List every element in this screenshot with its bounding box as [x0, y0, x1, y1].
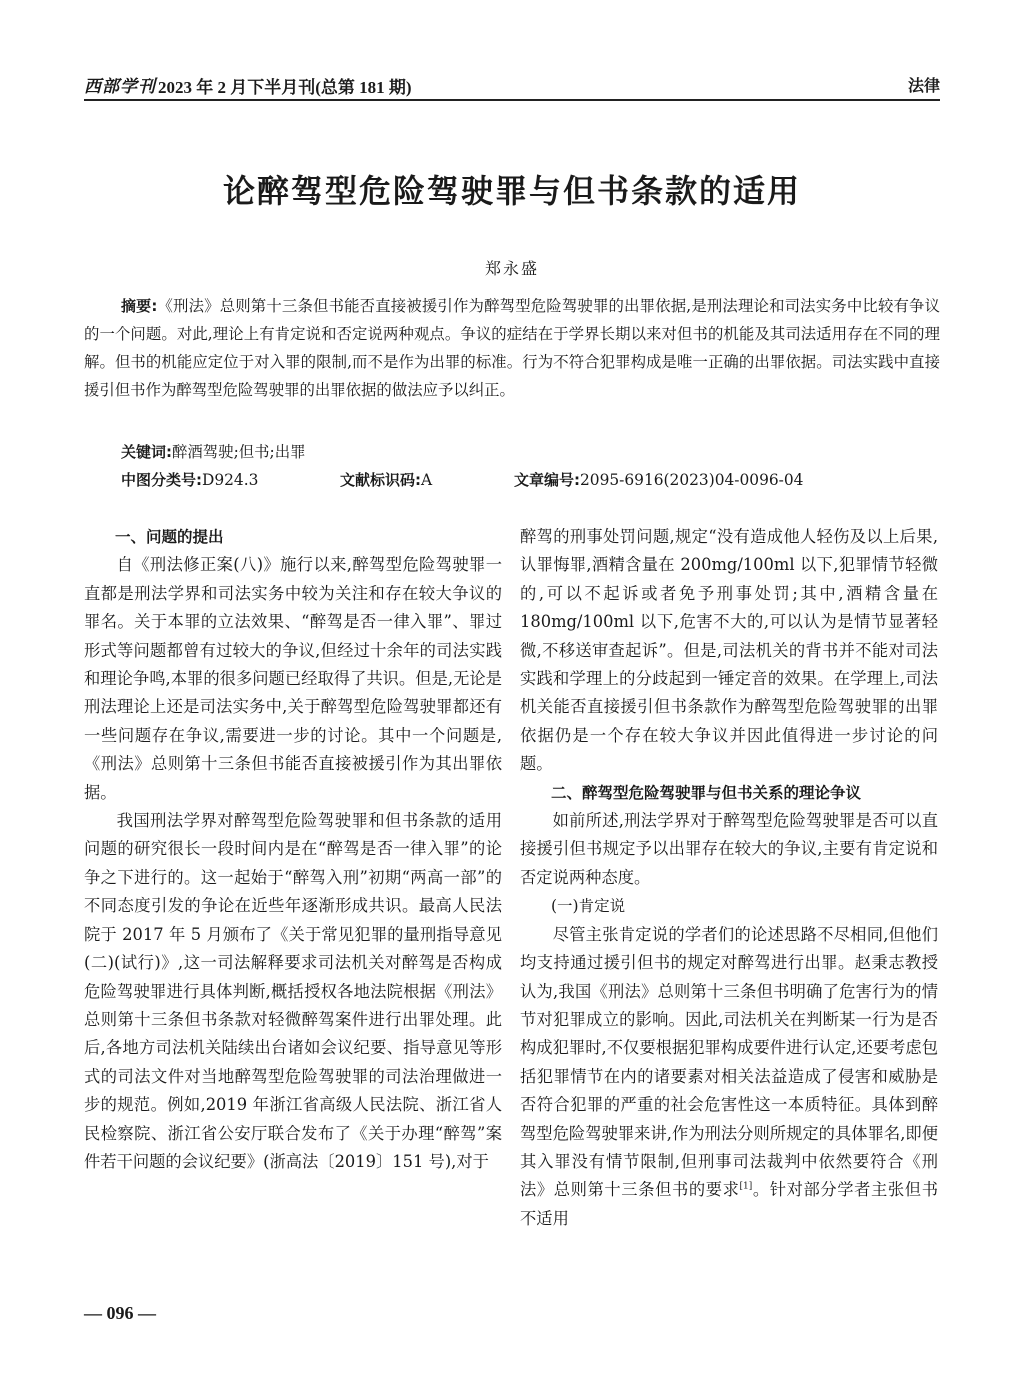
- clc-label: 中图分类号:: [121, 471, 202, 489]
- subsection-heading: (一)肯定说: [551, 897, 626, 916]
- paragraph-text: 尽管主张肯定说的学者们的论述思路不尽相同,但他们均支持通过援引但书的规定对醉驾进行出罪。赵秉志教授认为,我国《刑法》总则第十三条但书明确了危害行为的情节对犯罪成立的影响。因此,司法机关在判断某一行为是否构成犯罪时,不仅要根据犯罪构成要件进行认定,还要考虑包括犯罪情节在内的诸要素对相关法益造成了侵害和威胁是否符合犯罪的严重的社会危害性这一本质特征。具体到醉驾型危险驾驶罪来讲,作为刑法分则所规定的具体罪名,即便其入罪没有情节限制,但刑事司法裁判中依然要符合《刑法》总则第十三条但书的要求: [520, 924, 938, 1200]
- clc-number: [121, 466, 258, 494]
- doc-code-label: 文献标识码:: [340, 471, 421, 489]
- abstract: [84, 292, 940, 404]
- header-rule: [84, 99, 940, 101]
- paragraph: 我国刑法学界对醉驾型危险驾驶罪和但书条款的适用问题的研究很长一段时间内是在“醉驾是否一律入罪”的论争之下进行的。这一起始于“醉驾入刑”初期“两高一部”的不同态度引发的争论在近些年逐渐形成共识。最高人民法院于 2017 年 5 月颁布了《关于常见犯罪的量刑指导意见(二)(试行)》,这一司法解释要求司法机关对醉驾是否构成危险驾驶罪进行具体判断,概括授权各地法院根据《刑法》总则第十三条但书条款对轻微醉驾案件进行出罪处理。此后,各地方司法机关陆续出台诸如会议纪要、指导意见等形式的司法文件对当地醉驾型危险驾驶罪的司法治理做进一步的规范。例如,2019 年浙江省高级人民法院、浙江省人民检察院、浙江省公安厅联合发布了《关于办理“醉驾”案件若干问题的会议纪要》(浙高法〔2019〕151 号),对于: [84, 811, 502, 1171]
- page-number: — 096 —: [84, 1303, 156, 1323]
- keywords: [121, 438, 940, 466]
- keywords-label: 关键词:: [121, 443, 172, 461]
- section-tag: 法律: [907, 76, 940, 95]
- reference-marker[interactable]: [1]: [739, 1181, 753, 1192]
- article-number: [514, 466, 803, 494]
- doc-code-value: A: [421, 471, 433, 489]
- running-header: [84, 70, 940, 98]
- paragraph: [520, 921, 938, 1233]
- article-author: 郑永盛: [484, 259, 539, 278]
- journal-logo: 西部学刊: [84, 77, 156, 97]
- article-number-label: 文章编号:: [514, 471, 580, 489]
- section-heading-1: 一、问题的提出: [115, 528, 224, 546]
- article-number-value: 2095-6916(2023)04-0096-04: [580, 471, 804, 489]
- document-code: [340, 466, 432, 494]
- article-title: 论醉驾型危险驾驶罪与但书条款的适用: [222, 172, 801, 210]
- abstract-text: 《刑法》总则第十三条但书能否直接被援引作为醉驾型危险驾驶罪的出罪依据,是刑法理论和司法实务中比较有争议的一个问题。对此,理论上有肯定说和否定说两种观点。争议的症结在于学界长期以来对但书的机能及其司法适用存在不同的理解。但书的机能应定位于对入罪的限制,而不是作为出罪的标准。行为不符合犯罪构成是唯一正确的出罪依据。司法实践中直接援引但书作为醉驾型危险驾驶罪的出罪依据的做法应予以纠正。: [84, 297, 940, 399]
- body-column-right: [520, 523, 938, 1233]
- clc-value: D924.3: [202, 471, 259, 489]
- paragraph-text-tail: 。针对部分学者主张但书不适用: [520, 1180, 938, 1228]
- body-column-left: [84, 523, 502, 1176]
- journal-issue: 2023 年 2 月下半月刊(总第 181 期): [158, 78, 412, 97]
- abstract-label: 摘要:: [121, 297, 158, 315]
- paragraph-continued: 醉驾的刑事处罚问题,规定“没有造成他人轻伤及以上后果,认罪悔罪,酒精含量在 200mg/100ml 以下,犯罪情节轻微的,可以不起诉或者免予刑事处罚;其中,酒精含量在 180mg/100ml 以下,危害不大的,可以认为是情节显著轻微,不移送审查起诉”。但是,司法机关的背书并不能对司法实践和学理上的分歧起到一锤定音的效果。在学理上,司法机关能否直接援引但书条款作为醉驾型危险驾驶罪的出罪依据仍是一个存在较大争议并因此值得进一步讨论的问题。: [520, 527, 938, 774]
- paragraph: 如前所述,刑法学界对于醉驾型危险驾驶罪是否可以直接援引但书规定予以出罪存在较大的争议,主要有肯定说和否定说两种态度。: [520, 811, 938, 887]
- keywords-text: 醉酒驾驶;但书;出罪: [172, 443, 306, 461]
- paragraph: 自《刑法修正案(八)》施行以来,醉驾型危险驾驶罪一直都是刑法学界和司法实务中较为关注和存在较大争议的罪名。关于本罪的立法效果、“醉驾是否一律入罪”、罪过形式等问题都曾有过较大的争议,但经过十余年的司法实践和理论争鸣,本罪的很多问题已经取得了共识。但是,无论是刑法理论上还是司法实务中,关于醉驾型危险驾驶罪都还有一些问题存在争议,需要进一步的讨论。其中一个问题是,《刑法》总则第十三条但书能否直接被援引作为其出罪依据。: [84, 555, 502, 802]
- section-heading-2: 二、醉驾型危险驾驶罪与但书关系的理论争议: [551, 783, 862, 802]
